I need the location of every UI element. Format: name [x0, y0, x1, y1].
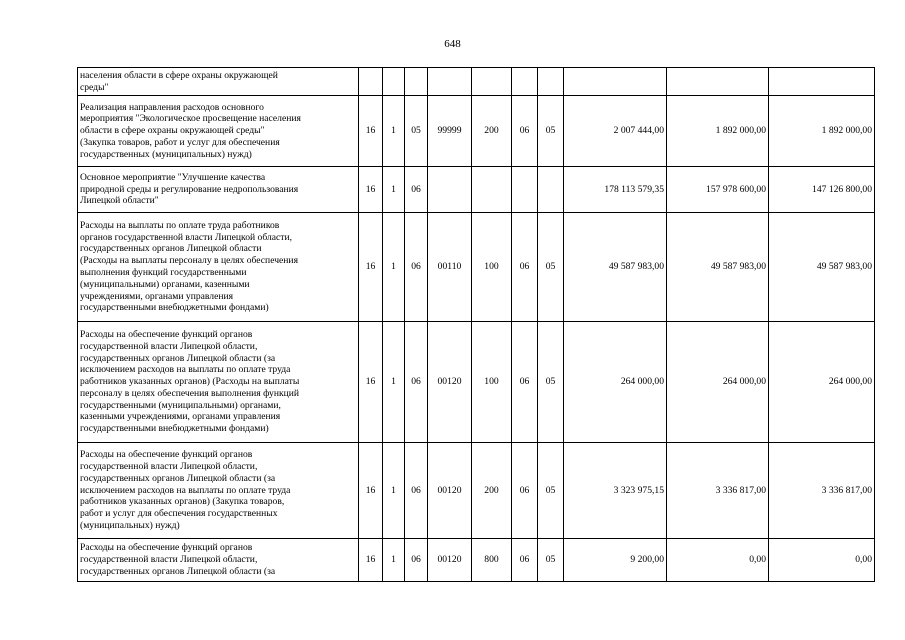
cell-chapter: 16	[359, 539, 383, 582]
cell-direction: 00120	[428, 539, 472, 582]
cell-subsection: 05	[538, 539, 564, 582]
cell-direction: 99999	[428, 96, 472, 167]
cell-subprogram: 06	[405, 322, 428, 443]
cell-amount-year3: 1 892 000,00	[769, 96, 875, 167]
cell-section: 06	[512, 539, 538, 582]
cell-chapter: 16	[359, 322, 383, 443]
cell-direction	[428, 167, 472, 213]
row-description: Расходы на обеспечение функций органов государственной власти Липецкой области, государственных органов Липецкой области (за исключением расходов на выплаты по оплате труда работников указанных органов) (Закупка товаров, работ и услуг для обеспечения государственных (муниципальных) нужд)	[78, 443, 359, 539]
cell-program: 1	[383, 322, 405, 443]
cell-subsection: 05	[538, 443, 564, 539]
row-description: Основное мероприятие "Улучшение качества природной среды и регулирование недропользования Липецкой области"	[78, 167, 359, 213]
cell-amount-year1	[564, 68, 667, 96]
cell-expense-type: 100	[472, 213, 512, 322]
cell-amount-year2: 3 336 817,00	[667, 443, 769, 539]
row-description: Расходы на обеспечение функций органов государственной власти Липецкой области, государственных органов Липецкой области (за	[78, 539, 359, 582]
cell-chapter	[359, 68, 383, 96]
cell-section	[512, 167, 538, 213]
row-description: Расходы на обеспечение функций органов государственной власти Липецкой области, государственных органов Липецкой области (за исключением расходов на выплаты по оплате труда работников указанных органов) (Расходы на выплаты персоналу в целях обеспечения выполнения функций государственными (муниципальными) органами, казенными учреждениями, органами управления государственными внебюджетными фондами)	[78, 322, 359, 443]
row-description: населения области в сфере охраны окружающей среды"	[78, 68, 359, 96]
cell-chapter: 16	[359, 443, 383, 539]
cell-subsection: 05	[538, 96, 564, 167]
cell-subsection	[538, 68, 564, 96]
cell-program: 1	[383, 539, 405, 582]
table-body	[78, 68, 875, 582]
cell-amount-year1: 9 200,00	[564, 539, 667, 582]
cell-direction: 00120	[428, 443, 472, 539]
budget-table	[77, 67, 875, 582]
cell-subprogram: 06	[405, 167, 428, 213]
table-row	[78, 96, 875, 167]
row-description: Реализация направления расходов основного мероприятия "Экологическое просвещение населения области в сфере охраны окружающей среды" (Закупка товаров, работ и услуг для обеспечения государственных (муниципальных) нужд)	[78, 96, 359, 167]
cell-amount-year3: 264 000,00	[769, 322, 875, 443]
cell-chapter: 16	[359, 96, 383, 167]
cell-program: 1	[383, 213, 405, 322]
row-description: Расходы на выплаты по оплате труда работников органов государственной власти Липецкой области, государственных органов Липецкой области (Расходы на выплаты персоналу в целях обеспечения выполнения функций государственными (муниципальными) органами, казенными учреждениями, органами управления государственными внебюджетными фондами)	[78, 213, 359, 322]
cell-section	[512, 68, 538, 96]
table-row	[78, 443, 875, 539]
cell-direction: 00120	[428, 322, 472, 443]
table-row	[78, 68, 875, 96]
cell-amount-year2: 0,00	[667, 539, 769, 582]
cell-subprogram: 06	[405, 443, 428, 539]
page-number: 648	[444, 38, 461, 50]
cell-amount-year2: 157 978 600,00	[667, 167, 769, 213]
cell-subsection	[538, 167, 564, 213]
cell-amount-year1: 3 323 975,15	[564, 443, 667, 539]
cell-expense-type: 100	[472, 322, 512, 443]
cell-subprogram: 06	[405, 539, 428, 582]
cell-chapter: 16	[359, 213, 383, 322]
cell-amount-year1: 2 007 444,00	[564, 96, 667, 167]
cell-direction	[428, 68, 472, 96]
cell-section: 06	[512, 443, 538, 539]
cell-program: 1	[383, 443, 405, 539]
cell-amount-year1: 49 587 983,00	[564, 213, 667, 322]
cell-amount-year3	[769, 68, 875, 96]
cell-amount-year1: 178 113 579,35	[564, 167, 667, 213]
table-row	[78, 539, 875, 582]
cell-amount-year2: 1 892 000,00	[667, 96, 769, 167]
cell-expense-type	[472, 68, 512, 96]
cell-amount-year1: 264 000,00	[564, 322, 667, 443]
cell-expense-type: 200	[472, 443, 512, 539]
cell-amount-year2: 264 000,00	[667, 322, 769, 443]
cell-section: 06	[512, 322, 538, 443]
cell-program: 1	[383, 96, 405, 167]
cell-amount-year3: 0,00	[769, 539, 875, 582]
cell-subsection: 05	[538, 322, 564, 443]
cell-subprogram	[405, 68, 428, 96]
cell-program	[383, 68, 405, 96]
cell-direction: 00110	[428, 213, 472, 322]
cell-amount-year3: 3 336 817,00	[769, 443, 875, 539]
cell-amount-year2	[667, 68, 769, 96]
cell-expense-type: 800	[472, 539, 512, 582]
table-row	[78, 322, 875, 443]
cell-amount-year2: 49 587 983,00	[667, 213, 769, 322]
table-row	[78, 213, 875, 322]
cell-expense-type: 200	[472, 96, 512, 167]
cell-chapter: 16	[359, 167, 383, 213]
cell-subprogram: 05	[405, 96, 428, 167]
cell-section: 06	[512, 213, 538, 322]
cell-subsection: 05	[538, 213, 564, 322]
cell-section: 06	[512, 96, 538, 167]
cell-expense-type	[472, 167, 512, 213]
cell-subprogram: 06	[405, 213, 428, 322]
table-row	[78, 167, 875, 213]
cell-program: 1	[383, 167, 405, 213]
cell-amount-year3: 49 587 983,00	[769, 213, 875, 322]
cell-amount-year3: 147 126 800,00	[769, 167, 875, 213]
